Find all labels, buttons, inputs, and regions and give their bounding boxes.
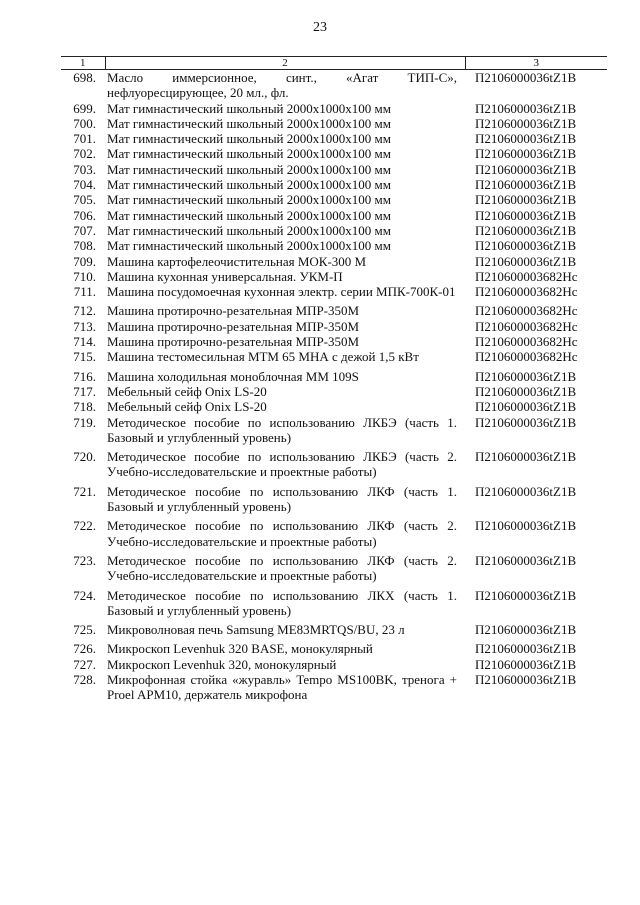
row-number: 701. (73, 131, 96, 147)
item-name: Микроскоп Levenhuk 320, монокулярный (107, 656, 337, 672)
row-number: 716. (73, 368, 96, 384)
row-number: 719. (73, 414, 96, 430)
item-code: П210600003682Hc (475, 268, 578, 284)
row-number: 703. (73, 161, 96, 177)
item-code: П2106000036tZ1B (475, 383, 577, 399)
table-row (61, 349, 607, 364)
item-name: Мат гимнастический школьный 2000х1000х100 мм (107, 238, 391, 254)
row-number: 728. (73, 671, 96, 687)
item-code: П2106000036tZ1B (475, 192, 577, 208)
item-name: Мат гимнастический школьный 2000х1000х100 мм (107, 207, 391, 223)
row-number: 721. (73, 483, 96, 499)
table-row (61, 269, 607, 284)
header-col-3: 3 (465, 57, 607, 70)
item-name: Мат гимнастический школьный 2000х1000х100 мм (107, 146, 391, 162)
item-code: П2106000036tZ1B (475, 368, 577, 384)
item-name: Методическое пособие по использованию ЛКБЭ (часть 1. Базовый и углубленный уровень) (107, 414, 457, 445)
table-row (61, 162, 607, 177)
row-number: 723. (73, 552, 96, 568)
table-row (61, 549, 607, 584)
item-name: Машина холодильная моноблочная ММ 109S (107, 368, 359, 384)
item-name: Машина кухонная универсальная. УКМ-П (107, 268, 343, 284)
table-row (61, 177, 607, 192)
table-row (61, 584, 607, 619)
item-name: Мат гимнастический школьный 2000х1000х100 мм (107, 161, 391, 177)
item-name: Методическое пособие по использованию ЛКФ (часть 2. Учебно-исследовательские и проектные работы) (107, 552, 457, 584)
item-name: Машина посудомоечная кухонная электр. серии МПК-700К-01 (107, 284, 456, 300)
page-number: 23 (313, 20, 327, 35)
item-name: Машина протирочно-резательная МПР-350М (107, 334, 360, 350)
table-row (61, 238, 607, 253)
item-code: П2106000036tZ1B (475, 131, 577, 147)
row-number: 709. (73, 253, 96, 269)
item-code: П2106000036tZ1B (475, 414, 577, 430)
row-number: 708. (73, 238, 96, 254)
item-code: П2106000036tZ1B (475, 253, 577, 269)
row-number: 727. (73, 656, 96, 672)
row-number: 718. (73, 399, 96, 415)
item-name: Микроволновая печь Samsung ME83MRTQS/BU, 23 л (107, 622, 405, 638)
item-code: П210600003682Hc (475, 334, 578, 350)
item-code: П2106000036tZ1B (475, 518, 577, 534)
row-number: 700. (73, 115, 96, 131)
table-row (61, 384, 607, 399)
table-row (61, 637, 607, 656)
item-name: Машина картофелеочистительная МОК-300 М (107, 253, 367, 269)
table-row (61, 672, 607, 703)
item-code: П2106000036tZ1B (475, 177, 577, 193)
item-code: П2106000036tZ1B (475, 222, 577, 238)
item-name: Мебельный сейф Onix LS-20 (107, 399, 267, 415)
item-code: П2106000036tZ1B (475, 161, 577, 177)
item-name: Машина протирочно-резательная МПР-350М (107, 318, 360, 334)
row-number: 712. (73, 303, 96, 319)
item-code: П2106000036tZ1B (475, 399, 577, 415)
item-code: П2106000036tZ1B (475, 622, 577, 638)
table-row (61, 223, 607, 238)
table-header-row (61, 57, 607, 70)
item-name: Мат гимнастический школьный 2000х1000х100 мм (107, 222, 391, 238)
item-code: П2106000036tZ1B (475, 552, 577, 568)
item-name: Машина протирочно-резательная МПР-350М (107, 303, 360, 319)
row-number: 702. (73, 146, 96, 162)
item-code: П2106000036tZ1B (475, 671, 577, 687)
item-name: Мат гимнастический школьный 2000х1000х100 мм (107, 100, 391, 116)
row-number: 722. (73, 518, 96, 534)
table-row (61, 365, 607, 384)
header-col-2: 2 (105, 57, 465, 70)
item-name: Машина тестомесильная МТМ 65 МНА с дежой 1,5 кВт (107, 349, 419, 365)
table-row (61, 415, 607, 446)
table-row (61, 254, 607, 269)
table-row (61, 208, 607, 223)
row-number: 710. (73, 268, 96, 284)
table-row (61, 146, 607, 161)
item-name: Методическое пособие по использованию ЛКБЭ (часть 2. Учебно-исследовательские и проектные работы) (107, 449, 457, 480)
item-name: Микроскоп Levenhuk 320 BASE, монокулярный (107, 641, 373, 657)
row-number: 714. (73, 334, 96, 350)
table-row (61, 618, 607, 637)
row-number: 717. (73, 383, 96, 399)
table-row (61, 299, 607, 318)
table-row (61, 131, 607, 146)
items-table (61, 56, 607, 703)
item-name: Мебельный сейф Onix LS-20 (107, 383, 267, 399)
item-name: Методическое пособие по использованию ЛКФ (часть 2. Учебно-исследовательские и проектные работы) (107, 518, 457, 549)
row-number: 705. (73, 192, 96, 208)
item-code: П2106000036tZ1B (475, 587, 577, 603)
item-code: П2106000036tZ1B (475, 70, 577, 85)
table-row (61, 284, 607, 299)
table-row (61, 319, 607, 334)
item-name: Микрофонная стойка «журавль» Tempo MS100BK, тренога + Proel APM10, держатель микрофона (107, 671, 457, 703)
item-code: П2106000036tZ1B (475, 656, 577, 672)
item-name: Мат гимнастический школьный 2000х1000х100 мм (107, 192, 391, 208)
item-code: П210600003682Hc (475, 303, 578, 319)
row-number: 711. (73, 284, 96, 300)
item-code: П2106000036tZ1B (475, 146, 577, 162)
row-number: 704. (73, 177, 96, 193)
table-row (61, 192, 607, 207)
table-row (61, 116, 607, 131)
row-number: 698. (73, 70, 96, 85)
row-number: 720. (73, 449, 96, 465)
row-number: 699. (73, 100, 96, 116)
item-code: П2106000036tZ1B (475, 483, 577, 499)
item-name: Методическое пособие по использованию ЛКХ (часть 1. Базовый и углубленный уровень) (107, 587, 457, 618)
row-number: 707. (73, 222, 96, 238)
table-row (61, 101, 607, 116)
item-code: П210600003682Hc (475, 349, 578, 365)
table-row (61, 70, 607, 101)
row-number: 713. (73, 318, 96, 334)
table-row (61, 334, 607, 349)
item-code: П2106000036tZ1B (475, 115, 577, 131)
item-name: Мат гимнастический школьный 2000х1000х100 мм (107, 177, 391, 193)
table-row (61, 399, 607, 414)
item-code: П2106000036tZ1B (475, 641, 577, 657)
header-col-1: 1 (61, 57, 105, 70)
row-number: 725. (73, 622, 96, 638)
item-name: Мат гимнастический школьный 2000х1000х100 мм (107, 131, 391, 147)
table-row (61, 480, 607, 515)
item-name: Масло иммерсионное, синт., «Агат ТИП-С», нефлуоресцирующее, 20 мл., фл. (107, 70, 457, 101)
row-number: 724. (73, 587, 96, 603)
item-name: Методическое пособие по использованию ЛКФ (часть 1. Базовый и углубленный уровень) (107, 483, 457, 515)
row-number: 726. (73, 641, 96, 657)
row-number: 706. (73, 207, 96, 223)
item-name: Мат гимнастический школьный 2000х1000х100 мм (107, 115, 391, 131)
item-code: П2106000036tZ1B (475, 238, 577, 254)
item-code: П2106000036tZ1B (475, 449, 577, 465)
table-row (61, 445, 607, 480)
table-row (61, 657, 607, 672)
item-code: П210600003682Hc (475, 318, 578, 334)
row-number: 715. (73, 349, 96, 365)
table-body (61, 70, 607, 703)
item-code: П2106000036tZ1B (475, 100, 577, 116)
item-code: П210600003682Hc (475, 284, 578, 300)
item-code: П2106000036tZ1B (475, 207, 577, 223)
table-row (61, 514, 607, 549)
